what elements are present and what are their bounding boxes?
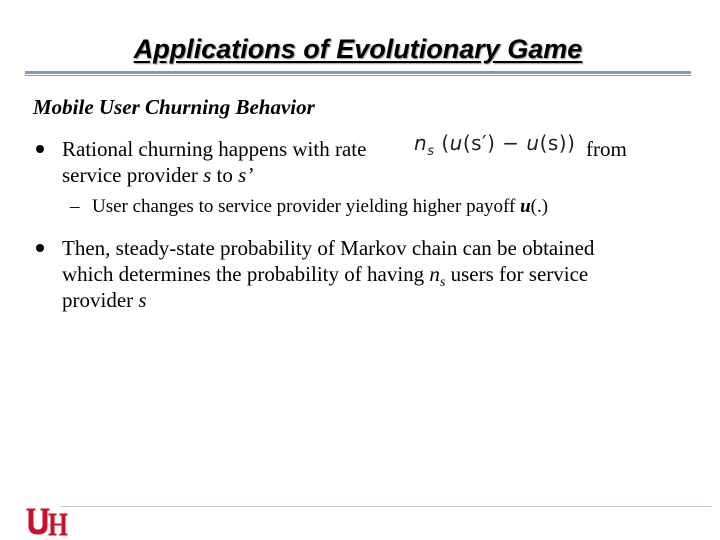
formula-u2: u — [526, 131, 540, 155]
sub-bullet-u: u — [520, 196, 531, 217]
bullet1-s-prime: s’ — [238, 163, 254, 187]
formula-u1: u — [449, 131, 463, 155]
formula-open: ( — [434, 131, 450, 155]
bullet1-line1-prefix: Rational churning happens with rate — [62, 137, 367, 161]
title-rule-thick — [25, 71, 691, 74]
bullet1-line2-prefix: service provider — [62, 163, 204, 187]
footer-rule — [60, 506, 712, 507]
formula-close: ) — [567, 131, 576, 155]
sub-bullet-dash: – — [70, 196, 80, 217]
bullet1-line1-suffix: from — [586, 137, 627, 161]
formula-n: n — [414, 131, 428, 155]
bullet2-line2-prefix: which determines the probability of having — [62, 262, 430, 286]
bullet1-s: s — [203, 163, 212, 187]
title-rule-thin — [25, 75, 691, 76]
sub-bullet-prefix: User changes to service provider yielding higher payoff — [92, 196, 521, 217]
bullet2-line3-prefix: provider — [62, 288, 139, 312]
bullet1-to: to — [211, 163, 239, 187]
formula-arg2: (s) — [539, 131, 568, 155]
bullet2-sub: s — [439, 275, 446, 291]
university-logo — [24, 504, 70, 540]
slide-title: Applications of Evolutionary Game — [133, 34, 583, 64]
churn-rate-formula — [414, 131, 575, 159]
bullet2-line2-suffix: users for service — [445, 262, 589, 286]
sub-bullet-text — [92, 195, 548, 219]
bullet2-n: n — [429, 262, 440, 286]
formula-arg1: (s′) — [462, 131, 496, 155]
bullet1-line2 — [62, 162, 253, 188]
bullet-dot — [36, 145, 44, 153]
sub-bullet-suffix: (.) — [530, 196, 549, 217]
bullet2-line1: Then, steady-state probability of Markov chain can be obtained — [62, 236, 595, 260]
formula-sub: s — [427, 144, 435, 159]
formula-minus: − — [495, 131, 527, 155]
bullet2-s: s — [138, 288, 147, 312]
bullet-dot — [36, 244, 44, 252]
bullet2-line3 — [62, 287, 147, 313]
slide-subtitle: Mobile User Churning Behavior — [33, 95, 315, 119]
